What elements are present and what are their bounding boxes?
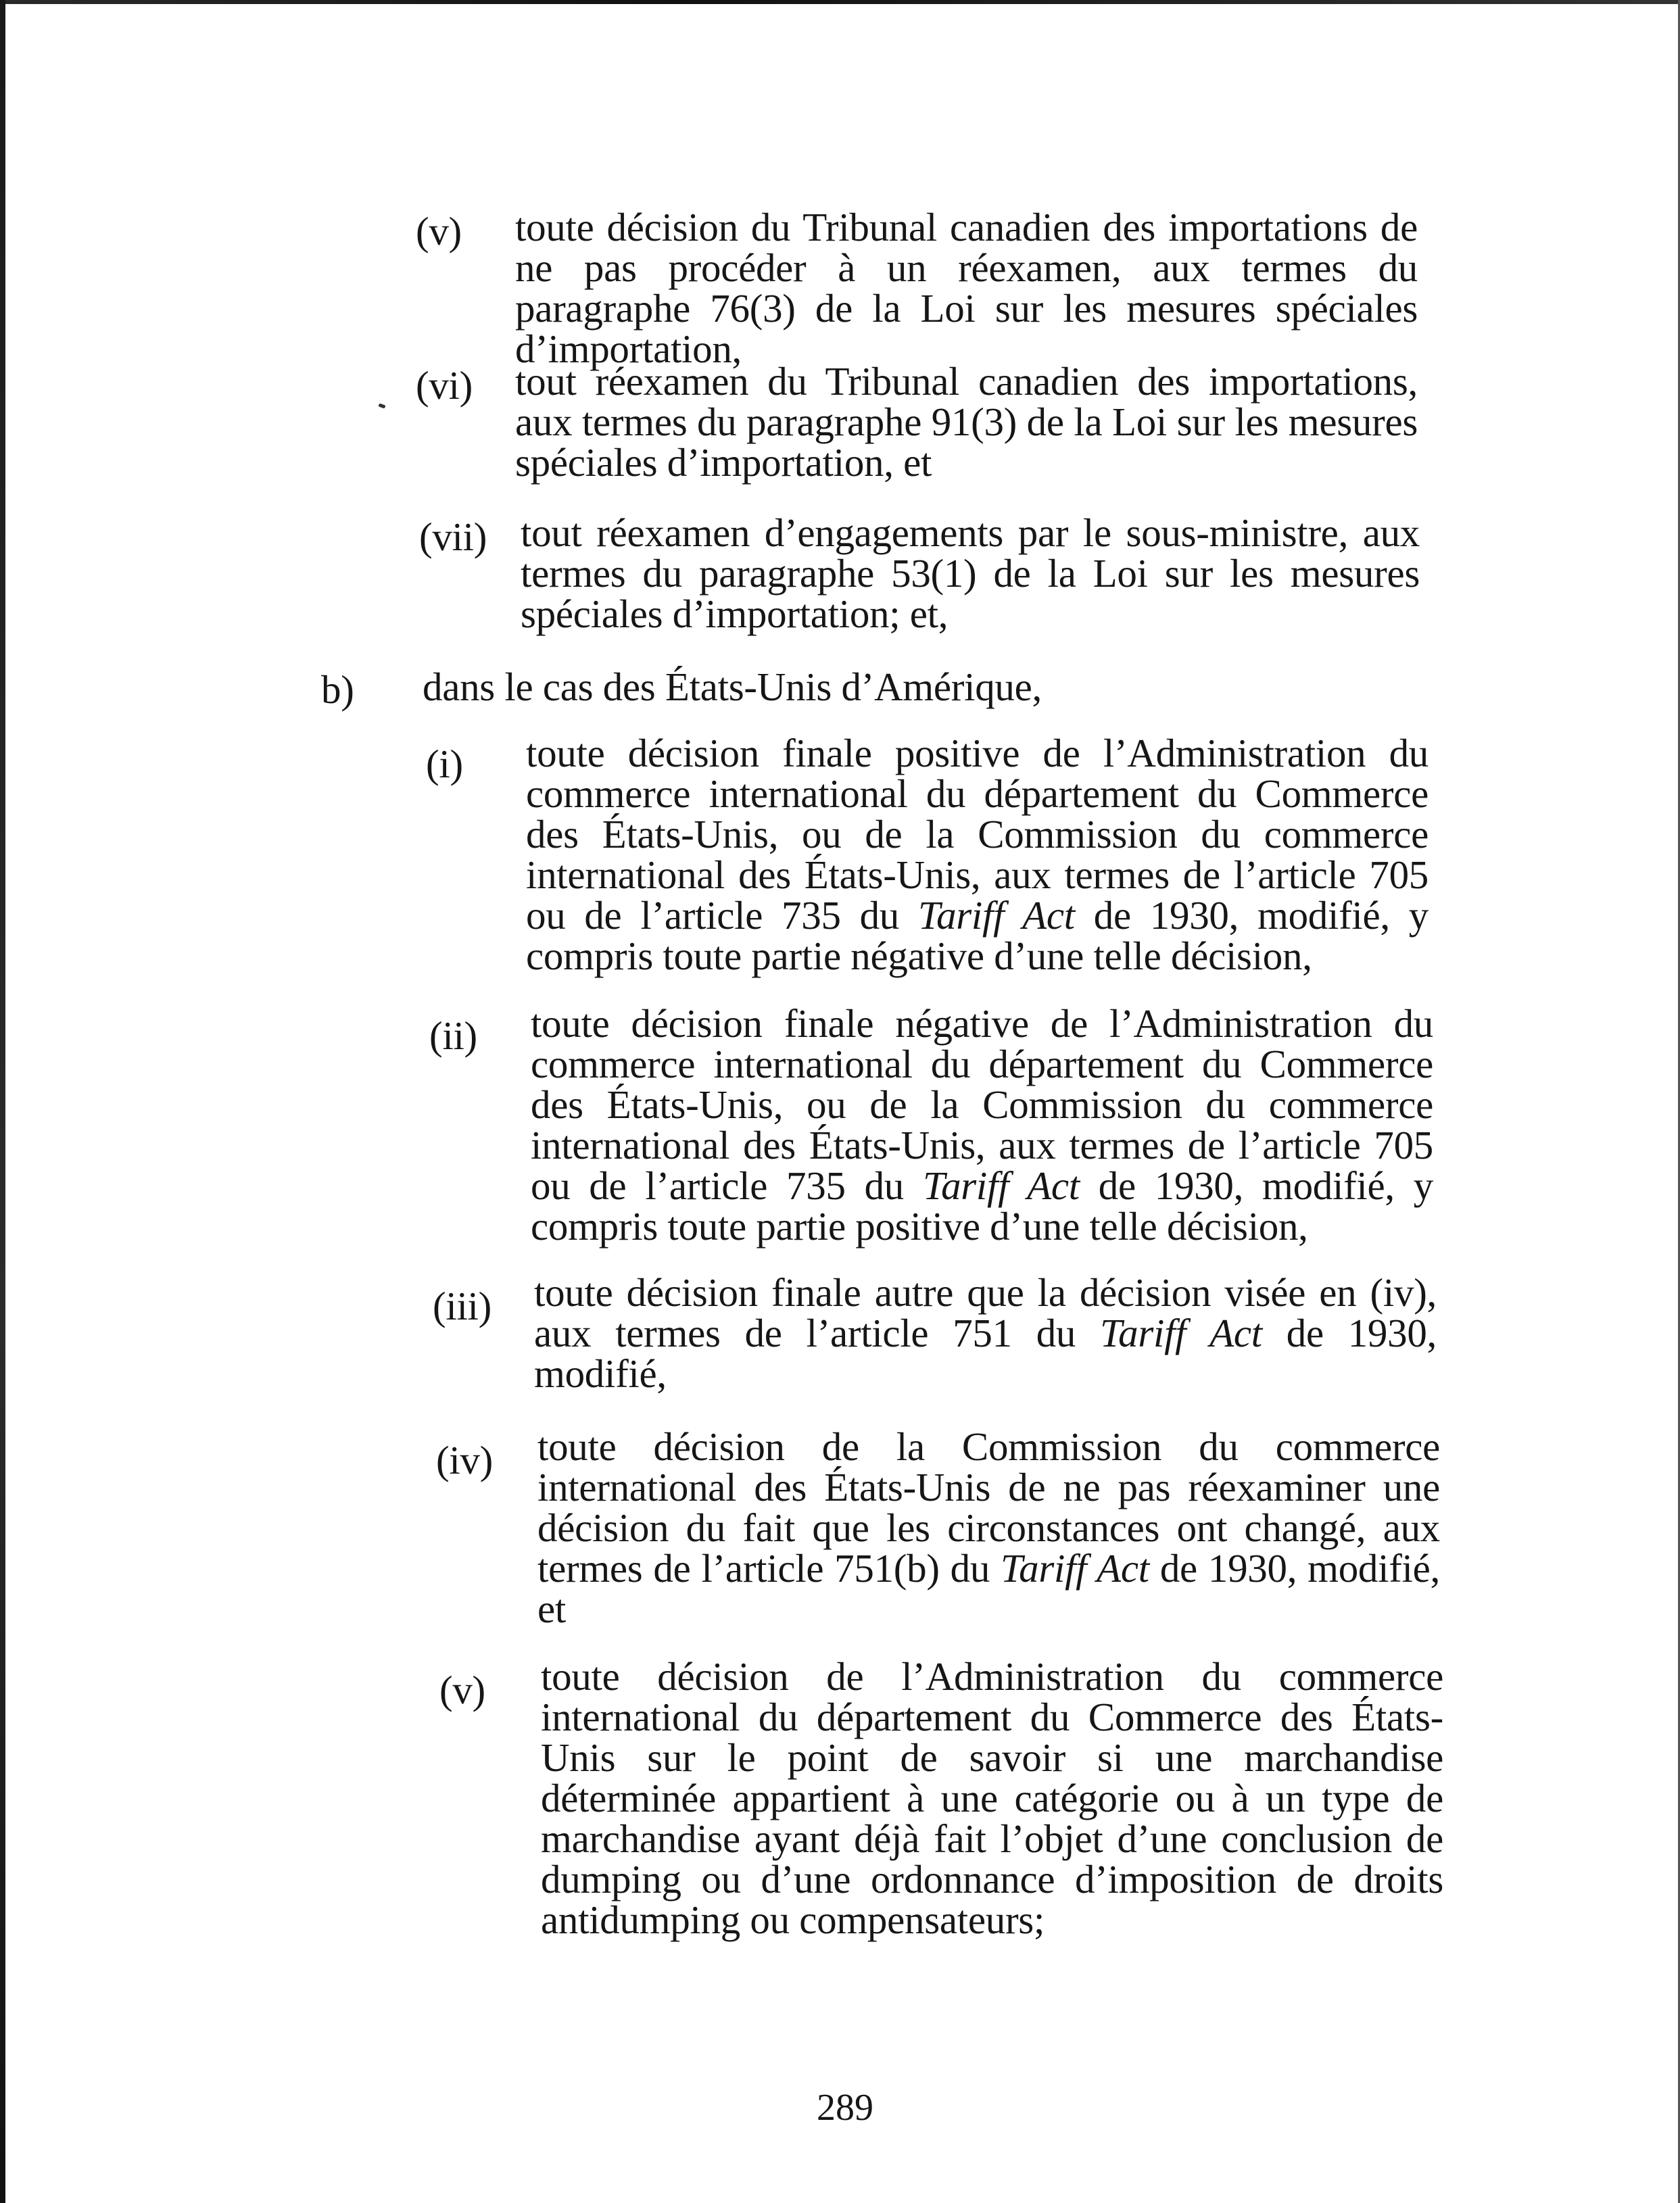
section-heading: dans le cas des États-Unis d’Amérique, xyxy=(423,664,1042,709)
page-number: 289 xyxy=(817,2087,873,2129)
item-label: (i) xyxy=(426,742,463,786)
item-text: toute décision du Tribunal canadien des importations de ne pas procéder à un réexamen, aux termes du paragraphe 76(3) de la Loi sur les mesures spéciales d’importation, xyxy=(515,205,1418,371)
item-label: (iii) xyxy=(433,1284,491,1328)
item-text: tout réexamen d’engagements par le sous-ministre, aux termes du paragraphe 53(1) de la Loi sur les mesures spéciales d’importation; et, xyxy=(521,510,1420,636)
item-text: tout réexamen du Tribunal canadien des importations, aux termes du paragraphe 91(3) de la Loi sur les mesures spéciales d’importation, et xyxy=(515,359,1418,485)
scan-edge-top xyxy=(0,0,1680,4)
scan-speck xyxy=(378,403,385,408)
item-label: (ii) xyxy=(429,1013,477,1058)
item-label: (vi) xyxy=(416,363,473,408)
scan-edge-left xyxy=(0,0,5,2203)
section-label: b) xyxy=(321,667,354,712)
item-label: (iv) xyxy=(436,1438,493,1482)
item-text: toute décision finale autre que la décision visée en (iv), aux termes de l’article 751 du Tariff Act de 1930, modifié, xyxy=(534,1270,1437,1396)
item-text: toute décision finale positive de l’Administration du commerce international du département du Commerce des États-Unis, ou de la Commission du commerce international des États-Unis, aux termes de l’article 705 ou de l’article 735 du Tariff Act de 1930, modifié, y compris toute partie négative d’une telle décision, xyxy=(526,731,1429,978)
item-text: toute décision de l’Administration du commerce international du département du Commerce des États-Unis sur le point de savoir si une marchandise déterminée appartient à une catégorie ou à un type de marchandise ayant déjà fait l’objet d’une conclusion de dumping ou d’une ordonnance d’imposition de droits antidumping ou compensateurs; xyxy=(541,1654,1443,1942)
item-label: (v) xyxy=(439,1668,485,1712)
item-label: (v) xyxy=(416,209,462,253)
item-label: (vii) xyxy=(419,514,487,559)
item-text: toute décision de la Commission du commerce international des États-Unis de ne pas réexaminer une décision du fait que les circonstances ont changé, aux termes de l’article 751(b) du Tariff Act de 1930, modifié, et xyxy=(537,1424,1440,1631)
item-text: toute décision finale négative de l’Administration du commerce international du département du Commerce des États-Unis, ou de la Commission du commerce international des États-Unis, aux termes de l’article 705 ou de l’article 735 du Tariff Act de 1930, modifié, y compris toute partie positive d’une telle décision, xyxy=(531,1001,1434,1249)
